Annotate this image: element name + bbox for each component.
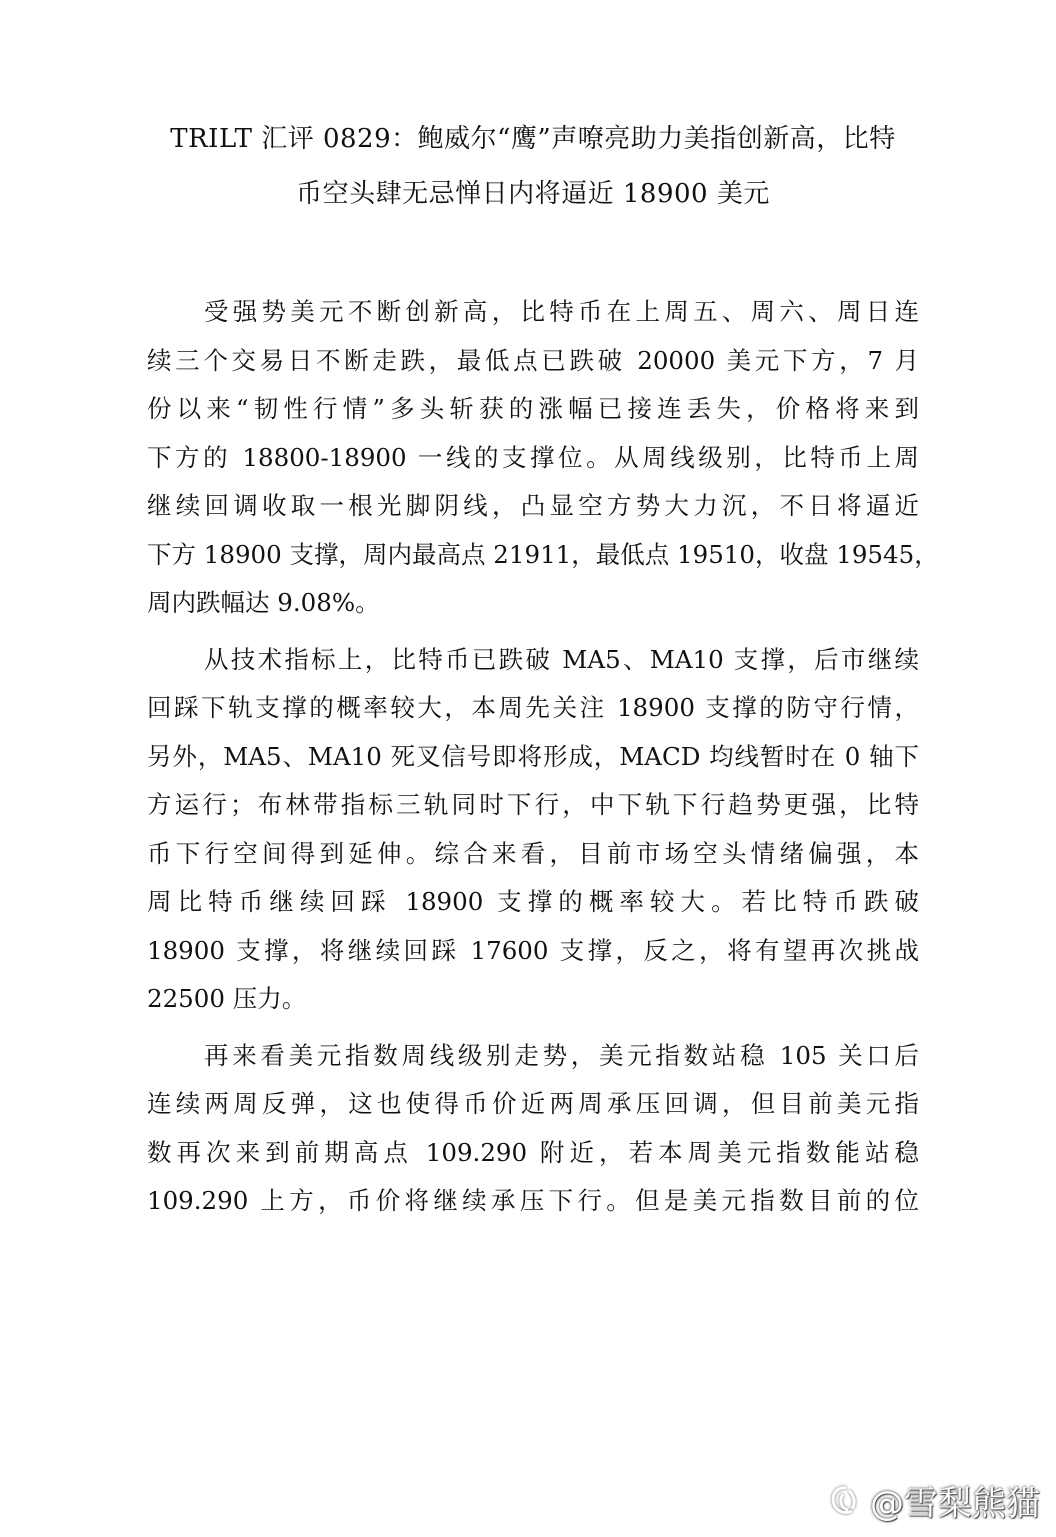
text-line: 回踩下轨支撑的概率较大，本周先关注 18900 支撑的防守行情， xyxy=(147,693,919,722)
paragraph-1 xyxy=(147,288,939,628)
text-line: 受强势美元不断创新高，比特币在上周五、周六、周日连 xyxy=(204,297,919,326)
text-line: 下方的 18800-18900 一线的支撑位。从周线级别，比特币上周 xyxy=(147,442,919,472)
text-line: 周内跌幅达 9.08%。 xyxy=(147,588,380,617)
text-line: 币下行空间得到延伸。综合来看，目前市场空头情绪偏强，本 xyxy=(147,838,919,868)
text-line: 109.290 上方，币价将继续承压下行。但是美元指数目前的位 xyxy=(147,1186,919,1215)
text-line: 18900 支撑，将继续回踩 17600 支撑，反之，将有望再次挑战 xyxy=(147,935,919,965)
title-line-1: TRILT 汇评 0829：鲍威尔“鹰”声嘹亮助力美指创新高，比特 xyxy=(170,124,896,154)
document-title xyxy=(145,112,921,222)
text-line: 继续回调收取一根光脚阴线，凸显空方势大力沉，不日将逼近 xyxy=(147,491,919,520)
xueqiu-logo-icon xyxy=(826,1482,864,1520)
paragraph-2 xyxy=(147,636,919,1024)
text-line: 数再次来到前期高点 109.290 附近，若本周美元指数能站稳 xyxy=(147,1137,919,1167)
article-body xyxy=(147,288,939,1234)
text-line: 方运行；布林带指标三轨同时下行，中下轨下行趋势更强，比特 xyxy=(147,790,919,819)
watermark-text: @雪梨熊猫 xyxy=(870,1484,1040,1524)
text-line: 连续两周反弹，这也使得币价近两周承压回调，但目前美元指 xyxy=(147,1089,919,1118)
text-line: 续三个交易日不断走跌，最低点已跌破 20000 美元下方，7 月 xyxy=(147,345,919,375)
text-line: 22500 压力。 xyxy=(147,984,307,1013)
watermark xyxy=(826,1476,1040,1525)
text-line: 下方 18900 支撑，周内最高点 21911，最低点 19510，收盘 19545， xyxy=(147,539,939,569)
text-line: 另外，MA5、MA10 死叉信号即将形成，MACD 均线暂时在 0 轴下 xyxy=(147,741,919,771)
text-line: 从技术指标上，比特币已跌破 MA5、MA10 支撑，后市继续 xyxy=(204,644,919,674)
text-line: 周比特币继续回踩 18900 支撑的概率较大。若比特币跌破 xyxy=(147,887,919,916)
text-line: 再来看美元指数周线级别走势，美元指数站稳 105 关口后 xyxy=(204,1040,919,1070)
text-line: 份以来“韧性行情”多头斩获的涨幅已接连丢失，价格将来到 xyxy=(147,394,919,423)
title-line-2: 币空头肆无忌惮日内将逼近 18900 美元 xyxy=(296,179,770,209)
paragraph-3 xyxy=(147,1032,919,1226)
